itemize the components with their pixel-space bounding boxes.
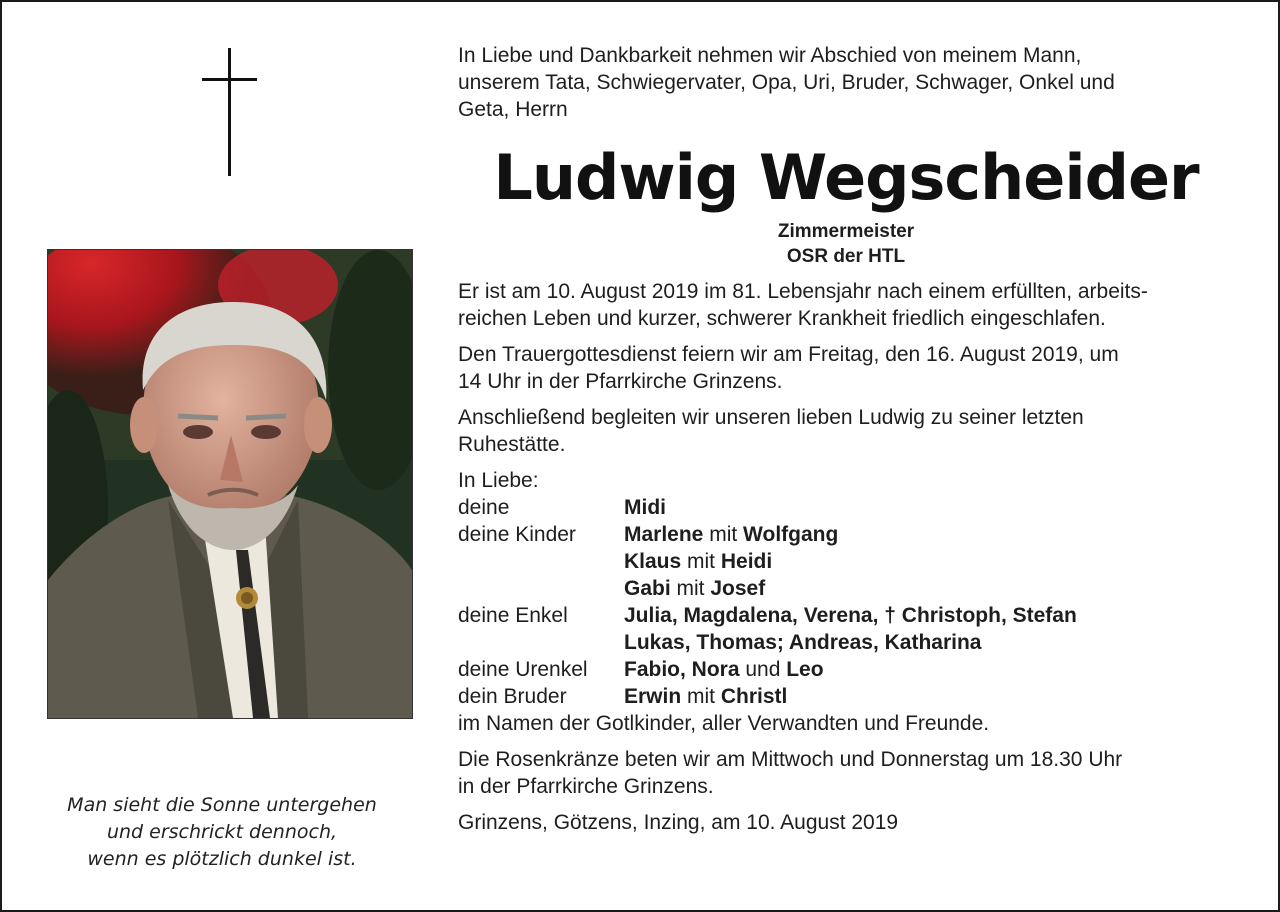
text-line: Die Rosenkränze beten wir am Mittwoch und Donnerstag um 18.30 Uhr: [458, 748, 1123, 771]
title-line: Zimmermeister: [777, 221, 915, 242]
intro-line: unserem Tata, Schwiegervater, Opa, Uri, Bruder, Schwager, Onkel und: [458, 71, 1115, 94]
relation-label: deine Urenkel: [458, 658, 588, 681]
text-line: Anschließend begleiten wir unseren lieben Ludwig zu seiner letzten: [458, 406, 1084, 429]
place-date: Grinzens, Götzens, Inzing, am 10. August 2019: [458, 811, 899, 834]
burial-paragraph: [458, 404, 1234, 458]
family-row: [458, 683, 1234, 710]
family-row: [458, 629, 1234, 656]
member-name: Wolfgang: [743, 523, 839, 546]
member-name: Marlene: [624, 523, 704, 546]
member-name: Julia, Magdalena, Verena, † Christoph, Stefan: [624, 604, 1077, 627]
member-name: Fabio, Nora: [624, 658, 740, 681]
member-name: Leo: [786, 658, 824, 681]
text-line: 14 Uhr in der Pfarrkirche Grinzens.: [458, 370, 783, 393]
member-name: Lukas, Thomas; Andreas, Katharina: [624, 631, 982, 654]
member-name: Josef: [710, 577, 766, 600]
member-name: Erwin: [624, 685, 682, 708]
cross-icon: [202, 48, 257, 176]
member-name: Klaus: [624, 550, 682, 573]
intro-paragraph: [458, 42, 1234, 123]
text-line: Er ist am 10. August 2019 im 81. Lebensjahr nach einem erfüllten, arbeits-: [458, 280, 1148, 303]
text-line: im Namen der Gotlkinder, aller Verwandten und Freunde.: [458, 712, 990, 735]
member-name: Christl: [720, 685, 788, 708]
quote-line: Man sieht die Sonne untergehen: [67, 794, 377, 816]
text-line: reichen Leben und kurzer, schwerer Krankheit friedlich eingeschlafen.: [458, 307, 1106, 330]
relation-label: [458, 548, 624, 575]
family-list: [458, 494, 1234, 737]
relation-label: deine Enkel: [458, 604, 568, 627]
memorial-quote: [22, 792, 422, 873]
text-line: Den Trauergottesdienst feiern wir am Freitag, den 16. August 2019, um: [458, 343, 1119, 366]
professional-titles: [458, 219, 1234, 269]
family-row: [458, 602, 1234, 629]
quote-line: wenn es plötzlich dunkel ist.: [87, 848, 357, 870]
connector: und: [739, 658, 787, 681]
connector: mit: [703, 523, 744, 546]
closing-family-line: [458, 710, 1234, 737]
quote-line: und erschrickt dennoch,: [106, 821, 338, 843]
text-line: Ruhestätte.: [458, 433, 566, 456]
text-line: in der Pfarrkirche Grinzens.: [458, 775, 714, 798]
family-row: [458, 548, 1234, 575]
connector: mit: [681, 685, 721, 708]
family-row: [458, 521, 1234, 548]
family-row: [458, 575, 1234, 602]
relation-label: [458, 629, 624, 656]
relation-label: [458, 575, 624, 602]
in-liebe-heading: In Liebe:: [458, 469, 539, 492]
relation-label: deine Kinder: [458, 523, 576, 546]
family-row: [458, 494, 1234, 521]
relation-label: dein Bruder: [458, 685, 567, 708]
intro-line: Geta, Herrn: [458, 98, 568, 121]
intro-line: In Liebe und Dankbarkeit nehmen wir Abschied von meinem Mann,: [458, 44, 1082, 67]
service-paragraph: [458, 341, 1234, 395]
connector: mit: [681, 550, 721, 573]
portrait-photo: [47, 249, 413, 719]
title-line: OSR der HTL: [786, 246, 906, 267]
notice-text: [458, 42, 1234, 836]
deceased-name: Ludwig Wegscheider: [493, 141, 1199, 214]
family-row: [458, 656, 1234, 683]
relation-label: deine: [458, 496, 510, 519]
member-name: Heidi: [720, 550, 773, 573]
member-name: Midi: [624, 496, 666, 519]
rosary-paragraph: [458, 746, 1234, 800]
connector: mit: [670, 577, 711, 600]
member-name: Gabi: [624, 577, 671, 600]
death-notice-paragraph: [458, 278, 1234, 332]
